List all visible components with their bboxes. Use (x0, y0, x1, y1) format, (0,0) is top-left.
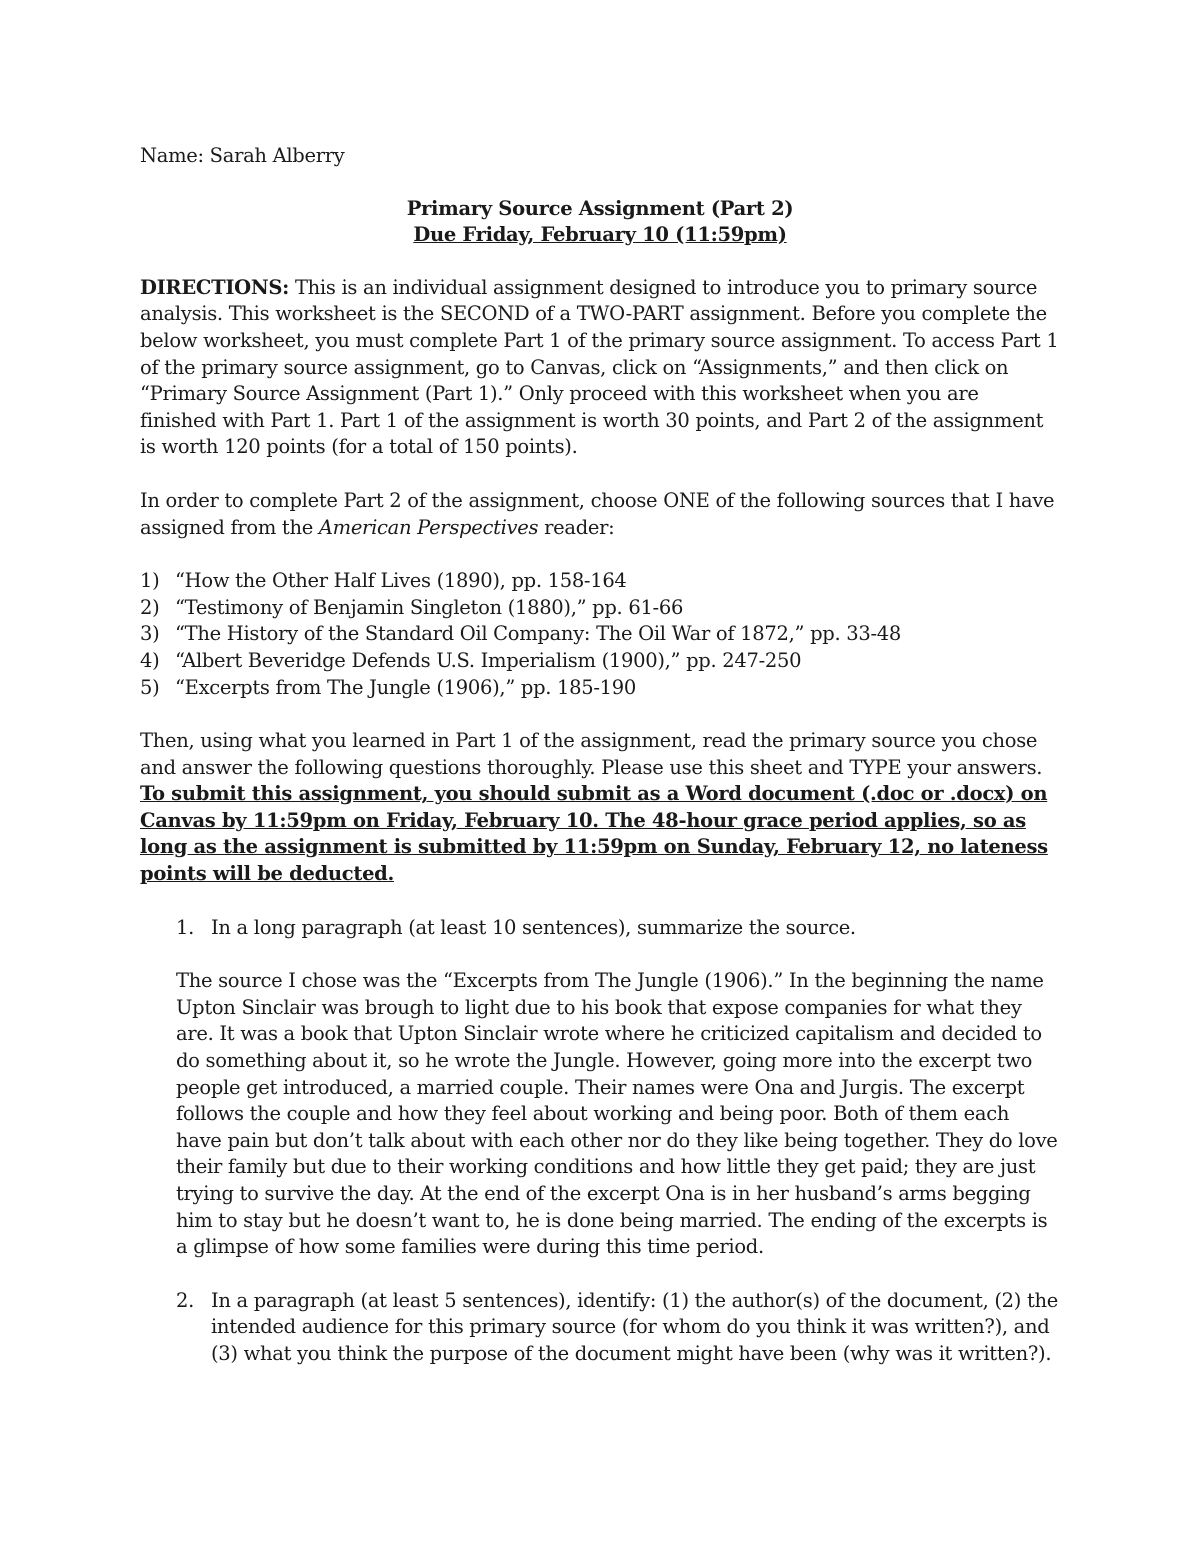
intro-paragraph (140, 488, 1060, 541)
assignment-title: Primary Source Assignment (Part 2) (406, 196, 794, 220)
question-text: In a paragraph (at least 5 sentences), identify: (1) the author(s) of the document, (2) the intended audience for this primary source (for whom do you think it was written?), and (3) what you think the purpose of the document might have been (why was it written?). (211, 1288, 1059, 1365)
directions-paragraph (140, 275, 1060, 461)
reader-title: American Perspectives (318, 515, 539, 539)
document-body (140, 143, 1060, 1395)
source-text: “The History of the Standard Oil Company: The Oil War of 1872,” pp. 33-48 (175, 622, 901, 646)
directions-label: DIRECTIONS: (140, 275, 290, 299)
source-number: 4) (140, 648, 160, 672)
intro-after: reader: (538, 515, 615, 539)
source-number: 2) (140, 595, 160, 619)
source-number: 1) (140, 569, 160, 593)
source-item (140, 621, 1060, 648)
question-1 (140, 915, 1060, 942)
instructions-text: Then, using what you learned in Part 1 of the assignment, read the primary source you chose and answer the following questions thoroughly. Please use this sheet and TYPE your answers. (140, 729, 1043, 779)
question-2 (140, 1288, 1060, 1368)
source-item (140, 648, 1060, 675)
intro-before: In order to complete Part 2 of the assignment, choose ONE of the following sources that I have assigned from the (140, 488, 1055, 539)
student-name: Name: Sarah Alberry (140, 144, 345, 167)
question-number: 2. (176, 1288, 195, 1312)
source-text: “How the Other Half Lives (1890), pp. 158-164 (175, 569, 627, 593)
source-list (140, 568, 1060, 701)
source-item (140, 675, 1060, 702)
source-number: 3) (140, 622, 160, 646)
question-text: In a long paragraph (at least 10 sentences), summarize the source. (211, 915, 856, 939)
question-number: 1. (176, 915, 195, 939)
source-text: “Albert Beveridge Defends U.S. Imperialism (1900),” pp. 247-250 (175, 648, 802, 672)
source-text: “Excerpts from The Jungle (1906),” pp. 185-190 (175, 675, 636, 699)
due-date: Due Friday, February 10 (11:59pm) (413, 223, 787, 247)
directions-text: This is an individual assignment designed to introduce you to primary source analysis. This worksheet is the SECOND of a TWO-PART assignment. Before you complete the below worksheet, you must complete Part 1 of the primary source assignment. To access Part 1 of the primary source assignment, go to Canvas, click on “Assignments,” and then click on “Primary Source Assignment (Part 1).” Only proceed with this worksheet when you are finished with Part 1. Part 1 of the assignment is worth 30 points, and Part 2 of the assignment is worth 120 points (for a total of 150 points). (140, 275, 1059, 459)
source-item (140, 595, 1060, 622)
submission-instructions: To submit this assignment, you should submit as a Word document (.doc or .docx) on Canvas by 11:59pm on Friday, February 10. The 48-hour grace period applies, so as long as the assignment is submitted by 11:59pm on Sunday, February 12, no lateness points will be deducted. (140, 782, 1048, 886)
answer-1: The source I chose was the “Excerpts from The Jungle (1906).” In the beginning the name Upton Sinclair was brough to light due to his book that expose companies for what they are. It was a book that Upton Sinclair wrote where he criticized capitalism and decided to do something about it, so he wrote the Jungle. However, going more into the excerpt two people get introduced, a married couple. Their names were Ona and Jurgis. The excerpt follows the couple and how they feel about working and being poor. Both of them each have pain but don’t talk about with each other nor do they like being together. They do love their family but due to their working conditions and how little they get paid; they are just trying to survive the day. At the end of the excerpt Ona is in her husband’s arms begging him to stay but he doesn’t want to, he is done being married. The ending of the excerpts is a glimpse of how some families were during this time period. (176, 969, 1058, 1259)
source-number: 5) (140, 675, 160, 699)
instructions-paragraph (140, 728, 1060, 888)
source-text: “Testimony of Benjamin Singleton (1880),” pp. 61-66 (175, 595, 684, 619)
assignment-title-block (140, 196, 1060, 249)
source-item (140, 568, 1060, 595)
